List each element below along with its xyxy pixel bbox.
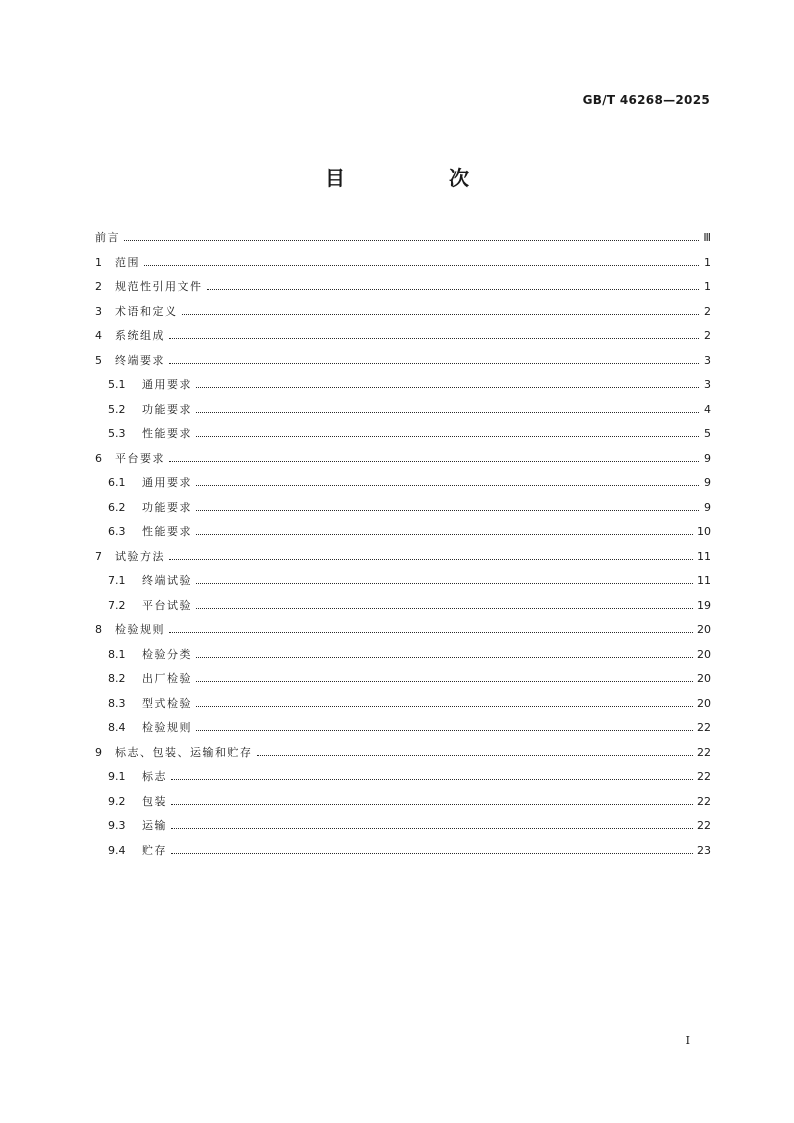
toc-dot-leader	[196, 680, 693, 682]
toc-dot-leader	[196, 729, 693, 731]
toc-entry-number: 1	[95, 255, 102, 269]
toc-dot-leader	[169, 337, 699, 339]
toc-entry-label: 术语和定义	[115, 304, 178, 318]
toc-entry-number: 9.3	[108, 819, 126, 832]
toc-entry-page: 23	[697, 843, 711, 857]
toc-dot-leader	[196, 656, 693, 658]
toc-entry[interactable]	[95, 839, 711, 864]
toc-dot-leader	[169, 460, 699, 462]
toc-entry-page: 20	[697, 623, 711, 636]
toc-entry[interactable]	[95, 618, 711, 643]
toc-dot-leader	[196, 411, 699, 413]
toc-entry-number: 6.2	[108, 500, 126, 514]
toc-entry-number: 9	[95, 745, 102, 759]
toc-dot-leader	[144, 264, 699, 266]
toc-entry-label: 检验规则	[142, 721, 192, 734]
toc-entry[interactable]	[95, 765, 711, 790]
toc-entry-label: 标志	[142, 770, 167, 783]
toc-entry-number: 8	[95, 623, 102, 636]
toc-entry[interactable]	[95, 251, 711, 276]
toc-entry[interactable]	[95, 324, 711, 349]
toc-entry-page: 9	[704, 500, 711, 514]
toc-entry-page: 20	[697, 696, 711, 710]
toc-title: 目 次	[325, 166, 511, 190]
toc-entry-label: 性能要求	[142, 427, 192, 440]
toc-dot-leader	[169, 631, 693, 633]
toc-dot-leader	[196, 582, 693, 584]
toc-entry[interactable]	[95, 692, 711, 717]
toc-entry-label: 试验方法	[115, 549, 165, 563]
toc-entry-number: 9.2	[108, 794, 126, 808]
toc-entry-label: 标志、包装、运输和贮存	[115, 745, 253, 759]
toc-entry-label: 系统组成	[115, 329, 165, 342]
toc-entry-number: 3	[95, 304, 102, 318]
toc-dot-leader	[124, 239, 699, 241]
toc-entry-label: 功能要求	[142, 402, 192, 416]
toc-dot-leader	[196, 509, 699, 511]
toc-entry-page: 19	[697, 598, 711, 612]
toc-entry[interactable]	[95, 643, 711, 668]
toc-entry-label: 通用要求	[142, 476, 192, 489]
toc-entry[interactable]	[95, 667, 711, 692]
toc-entry-label: 包装	[142, 794, 167, 808]
toc-entry-number: 8.1	[108, 647, 126, 661]
table-of-contents	[95, 226, 711, 863]
toc-entry[interactable]	[95, 790, 711, 815]
toc-entry[interactable]	[95, 471, 711, 496]
toc-dot-leader	[171, 852, 693, 854]
toc-dot-leader	[196, 705, 693, 707]
toc-entry-page: 1	[704, 255, 711, 269]
toc-entry-page: 2	[704, 304, 711, 318]
toc-entry-number: 6.1	[108, 476, 126, 489]
document-code: GB/T 46268—2025	[582, 93, 710, 107]
toc-entry[interactable]	[95, 349, 711, 374]
toc-dot-leader	[196, 484, 699, 486]
toc-entry-label: 通用要求	[142, 378, 192, 391]
toc-entry[interactable]	[95, 496, 711, 521]
toc-entry-page: 9	[704, 451, 711, 465]
toc-entry-label: 终端要求	[115, 353, 165, 367]
toc-entry-label: 贮存	[142, 843, 167, 857]
toc-entry-page: 22	[697, 770, 711, 783]
toc-entry-number: 9.4	[108, 843, 126, 857]
toc-entry-page: 20	[697, 672, 711, 685]
toc-entry-label: 性能要求	[142, 525, 192, 538]
toc-entry-page: 11	[697, 574, 711, 587]
toc-entry-label: 终端试验	[142, 574, 192, 587]
toc-entry[interactable]	[95, 300, 711, 325]
toc-dot-leader	[171, 827, 693, 829]
toc-entry-page: Ⅲ	[703, 231, 711, 244]
toc-entry-number: 8.2	[108, 672, 126, 685]
toc-dot-leader	[182, 313, 700, 315]
toc-entry-page: 3	[704, 378, 711, 391]
toc-entry-page: 22	[697, 721, 711, 734]
toc-entry-number: 7.1	[108, 574, 126, 587]
toc-entry-page: 2	[704, 329, 711, 342]
toc-entry-label: 出厂检验	[142, 672, 192, 685]
toc-entry[interactable]	[95, 275, 711, 300]
toc-entry-number: 5.1	[108, 378, 126, 391]
toc-dot-leader	[196, 607, 693, 609]
toc-entry-label: 功能要求	[142, 500, 192, 514]
toc-dot-leader	[169, 558, 693, 560]
toc-dot-leader	[171, 778, 693, 780]
toc-entry-page: 5	[704, 427, 711, 440]
toc-entry-label: 型式检验	[142, 696, 192, 710]
toc-entry[interactable]	[95, 373, 711, 398]
toc-entry-number: 7	[95, 549, 102, 563]
toc-dot-leader	[171, 803, 693, 805]
toc-dot-leader	[207, 288, 700, 290]
toc-dot-leader	[169, 362, 699, 364]
page-number: Ⅰ	[685, 1034, 690, 1047]
toc-entry-number: 2	[95, 280, 102, 293]
toc-entry-number: 7.2	[108, 598, 126, 612]
toc-entry-number: 8.4	[108, 721, 126, 734]
toc-entry-number: 5.2	[108, 402, 126, 416]
toc-dot-leader	[257, 754, 694, 756]
toc-entry-label: 检验分类	[142, 647, 192, 661]
toc-entry-label: 范围	[115, 255, 140, 269]
toc-entry-page: 3	[704, 353, 711, 367]
toc-entry-number: 6	[95, 451, 102, 465]
toc-entry[interactable]	[95, 545, 711, 570]
toc-entry-number: 5.3	[108, 427, 126, 440]
toc-entry-label: 检验规则	[115, 623, 165, 636]
toc-entry-page: 20	[697, 647, 711, 661]
toc-entry-number: 9.1	[108, 770, 126, 783]
toc-entry-page: 4	[704, 402, 711, 416]
toc-entry-number: 5	[95, 353, 102, 367]
toc-entry-page: 1	[704, 280, 711, 293]
toc-entry-number: 4	[95, 329, 102, 342]
toc-entry-label: 规范性引用文件	[115, 280, 203, 293]
toc-entry[interactable]	[95, 814, 711, 839]
toc-entry[interactable]	[95, 716, 711, 741]
toc-entry[interactable]	[95, 447, 711, 472]
toc-entry-page: 10	[697, 525, 711, 538]
toc-entry[interactable]	[95, 520, 711, 545]
toc-entry[interactable]	[95, 741, 711, 766]
toc-dot-leader	[196, 533, 693, 535]
toc-entry[interactable]	[95, 398, 711, 423]
toc-entry-page: 22	[697, 819, 711, 832]
toc-entry[interactable]	[95, 569, 711, 594]
toc-entry-label: 平台试验	[142, 598, 192, 612]
toc-entry[interactable]	[95, 422, 711, 447]
toc-entry-label: 平台要求	[115, 451, 165, 465]
toc-entry-page: 11	[697, 549, 711, 563]
toc-entry-label: 运输	[142, 819, 167, 832]
toc-dot-leader	[196, 435, 699, 437]
toc-entry-number: 8.3	[108, 696, 126, 710]
toc-entry-label: 前言	[95, 231, 120, 244]
toc-dot-leader	[196, 386, 699, 388]
toc-entry[interactable]	[95, 226, 711, 251]
toc-entry-page: 22	[697, 745, 711, 759]
toc-entry-number: 6.3	[108, 525, 126, 538]
toc-entry-page: 22	[697, 794, 711, 808]
toc-entry[interactable]	[95, 594, 711, 619]
toc-entry-page: 9	[704, 476, 711, 489]
